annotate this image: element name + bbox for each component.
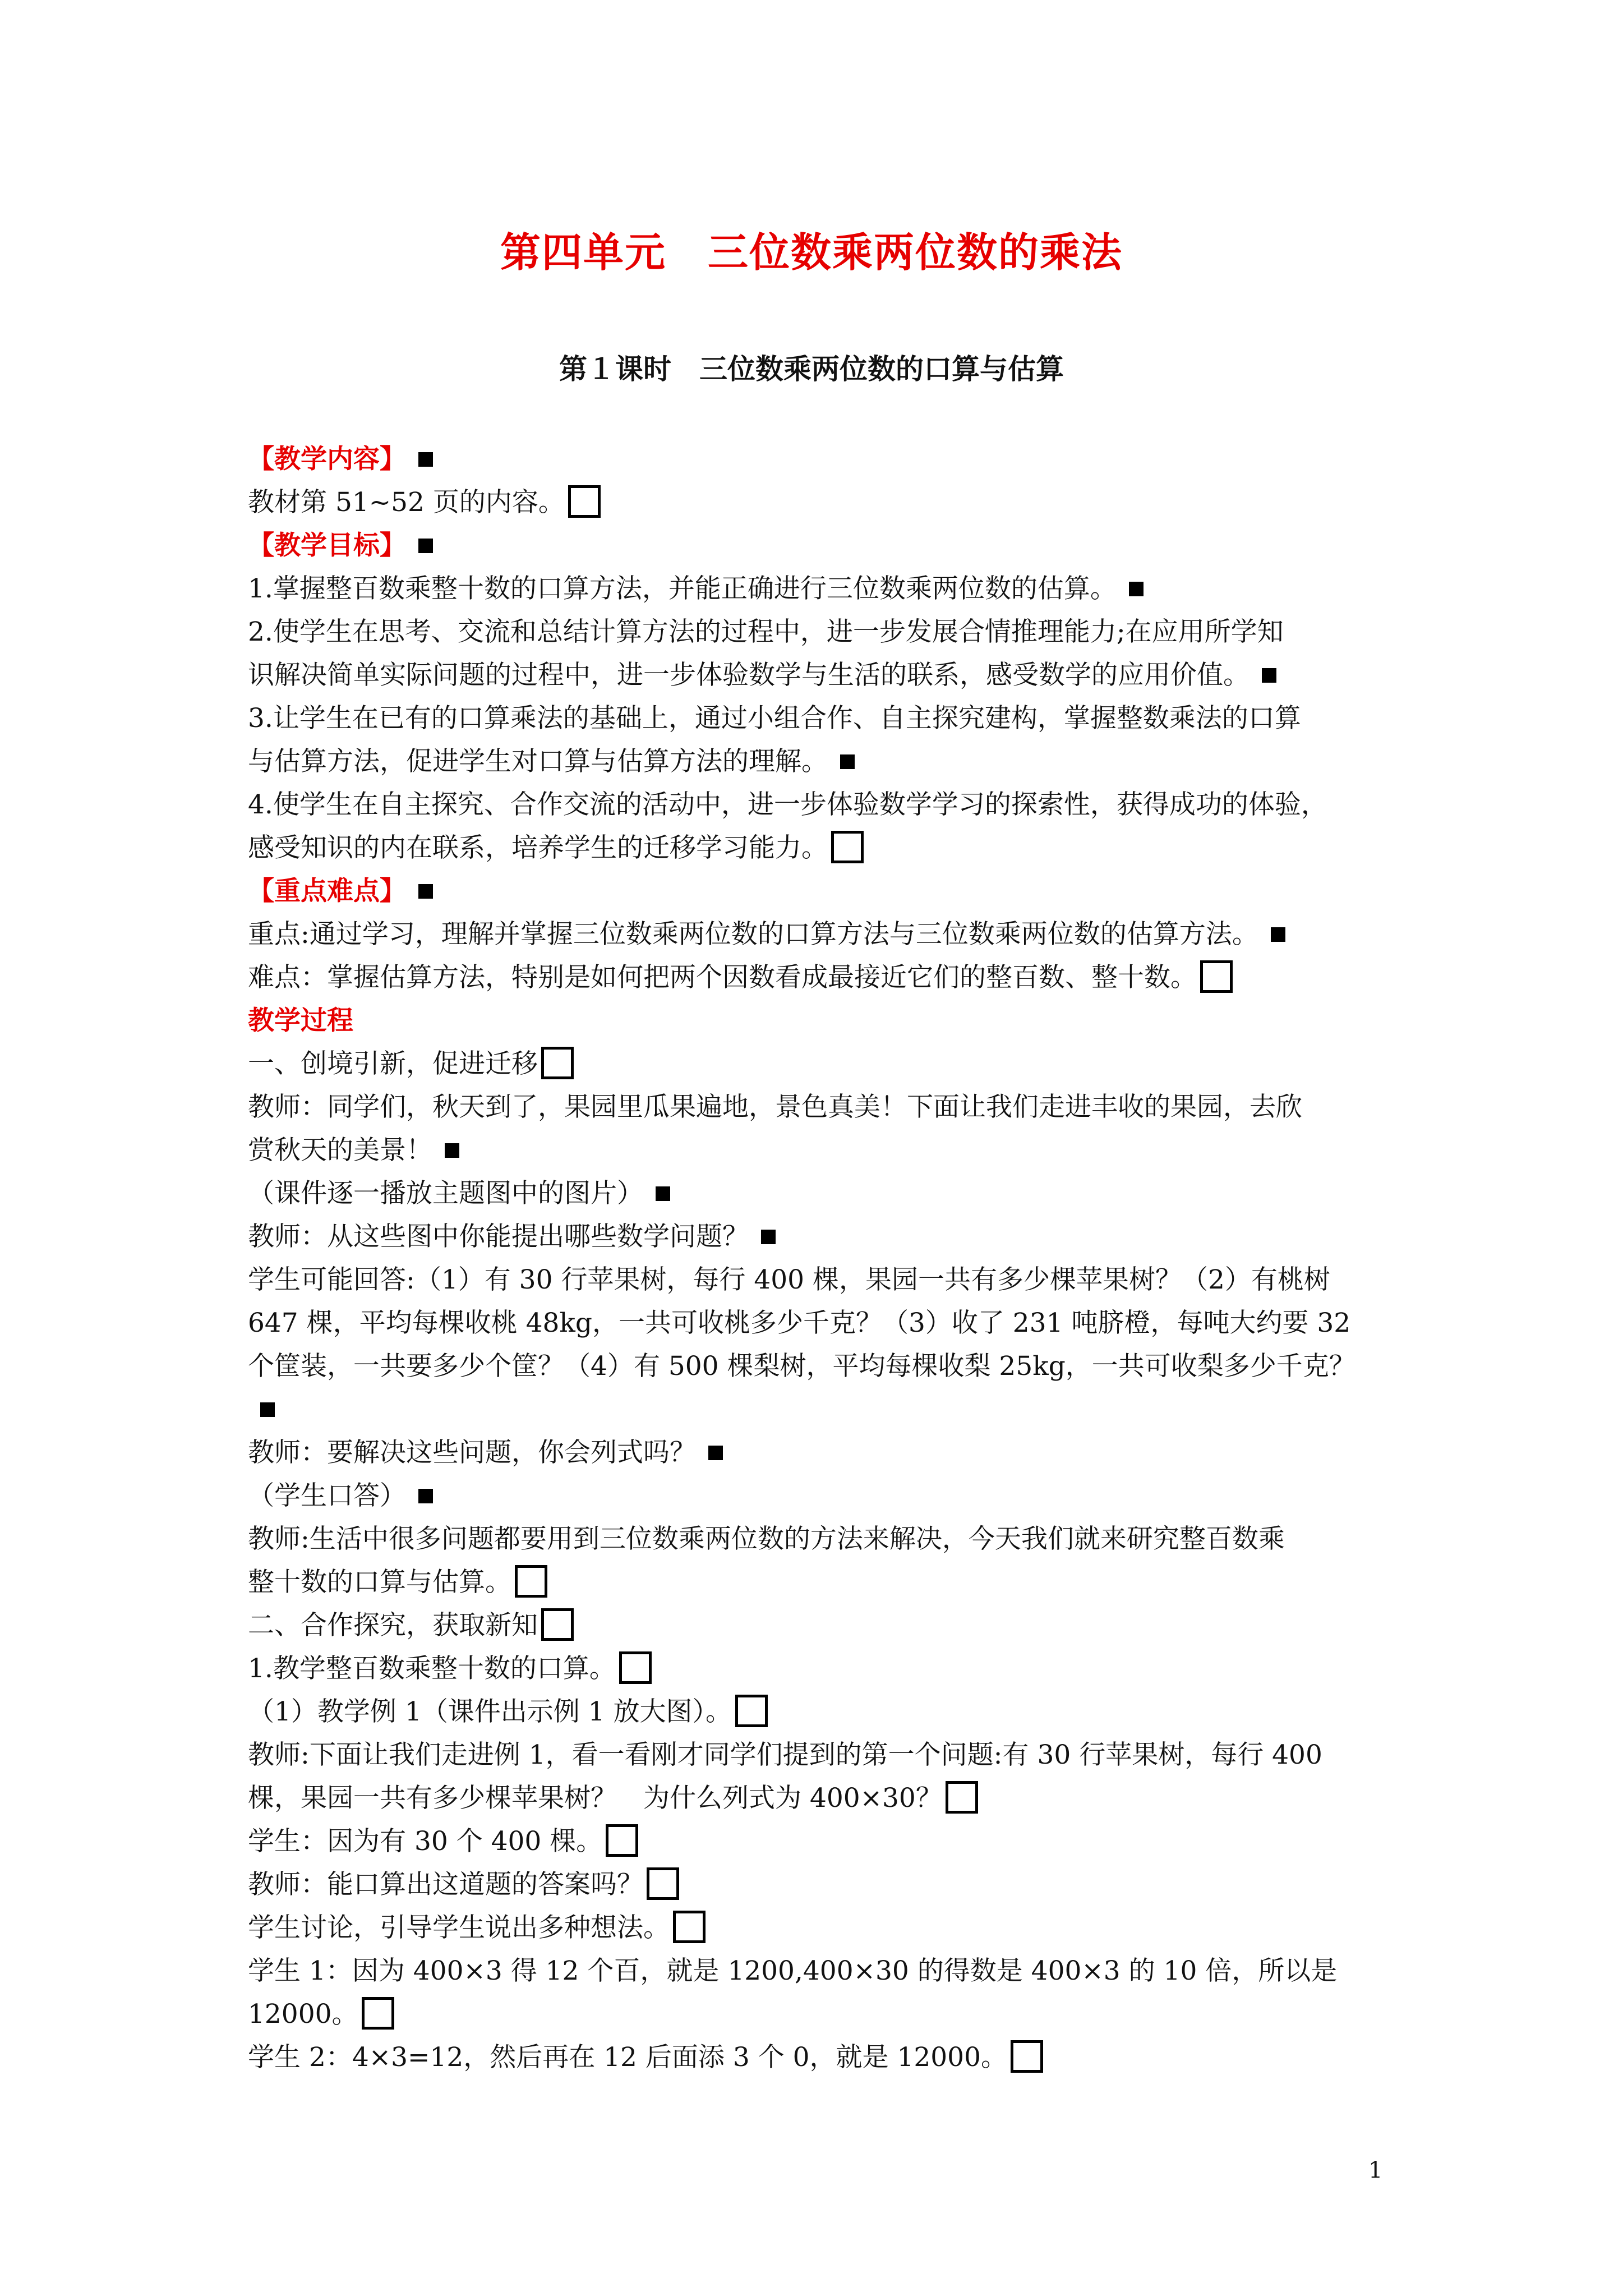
filled-square-icon — [418, 539, 433, 553]
section-heading — [248, 999, 1392, 1042]
line-text: 重点:通过学习，理解并掌握三位数乘两位数的口算方法与三位数乘两位数的估算方法。 — [248, 919, 1258, 950]
line-text: 教师：要解决这些问题，你会列式吗？ — [248, 1437, 696, 1468]
text-line — [248, 1777, 1392, 1820]
empty-box-icon — [647, 1867, 679, 1900]
text-line — [248, 913, 1392, 956]
line-text: 学生 1：因为 400×3 得 12 个百，就是 1200,400×30 的得数是 400×3 的 10 倍，所以是 — [248, 1955, 1338, 1986]
line-text: 与估算方法，促进学生对口算与估算方法的理解。 — [248, 746, 828, 777]
text-line — [248, 1474, 1392, 1517]
line-text: 教师：能口算出这道题的答案吗？ — [248, 1869, 643, 1900]
line-text: 4.使学生在自主探究、合作交流的活动中，进一步体验数学学习的探索性，获得成功的体验， — [248, 789, 1327, 820]
text-line — [248, 1604, 1392, 1647]
empty-box-icon — [541, 1047, 574, 1079]
text-line — [248, 740, 1392, 783]
line-text: 教师：从这些图中你能提出哪些数学问题？ — [248, 1221, 749, 1252]
text-line — [248, 1906, 1392, 1949]
empty-box-icon — [673, 1911, 706, 1943]
empty-box-icon — [568, 485, 601, 518]
text-line — [248, 2036, 1392, 2079]
text-line — [248, 1345, 1392, 1388]
filled-square-icon — [418, 884, 433, 899]
text-line — [248, 1647, 1392, 1690]
line-text: 12000。 — [248, 1999, 358, 2030]
section-heading — [248, 438, 1392, 481]
text-line — [248, 1301, 1392, 1345]
filled-square-icon — [761, 1230, 776, 1244]
text-line — [248, 956, 1392, 999]
empty-box-icon — [946, 1781, 978, 1814]
line-text: 【教学目标】 — [248, 530, 406, 561]
filled-square-icon — [445, 1143, 459, 1158]
text-line — [248, 1172, 1392, 1215]
empty-box-icon — [515, 1565, 547, 1598]
filled-square-icon — [840, 754, 855, 769]
line-text: 学生讨论，引导学生说出多种想法。 — [248, 1912, 670, 1943]
text-line — [248, 826, 1392, 869]
text-line — [248, 1820, 1392, 1863]
lesson-body — [248, 438, 1392, 2079]
empty-box-icon — [541, 1608, 574, 1641]
filled-square-icon — [260, 1402, 275, 1417]
empty-box-icon — [606, 1824, 638, 1857]
empty-box-icon — [1011, 2040, 1043, 2073]
line-text: 【教学内容】 — [248, 444, 406, 475]
line-text: 整十数的口算与估算。 — [248, 1567, 511, 1598]
line-text: 教学过程 — [248, 1005, 353, 1036]
text-line — [248, 481, 1392, 524]
line-text: 1.掌握整百数乘整十数的口算方法，并能正确进行三位数乘两位数的估算。 — [248, 573, 1117, 604]
text-line — [248, 1215, 1392, 1258]
filled-square-icon — [1129, 582, 1144, 596]
text-line — [248, 654, 1392, 697]
empty-box-icon — [735, 1695, 768, 1727]
line-text: 难点：掌握估算方法，特别是如何把两个因数看成最接近它们的整百数、整十数。 — [248, 962, 1197, 993]
text-line — [248, 1517, 1392, 1561]
line-text: （课件逐一播放主题图中的图片） — [248, 1178, 643, 1209]
unit-title: 第四单元 三位数乘两位数的乘法 — [500, 228, 1123, 276]
text-line — [248, 1561, 1392, 1604]
text-line — [248, 783, 1392, 826]
empty-box-icon — [619, 1651, 652, 1684]
line-text: 教师:下面让我们走进例 1，看一看刚才同学们提到的第一个问题:有 30 行苹果树，每行 400 — [248, 1740, 1322, 1770]
text-line — [248, 1733, 1392, 1777]
lesson-title: 第１课时 三位数乘两位数的口算与估算 — [559, 352, 1064, 385]
empty-box-icon — [362, 1997, 394, 2030]
line-text: 个筐装，一共要多少个筐？（4）有 500 棵梨树，平均每棵收梨 25kg，一共可收梨多少千克？ — [248, 1351, 1355, 1382]
empty-box-icon — [831, 831, 864, 863]
filled-square-icon — [418, 452, 433, 467]
section-heading — [248, 524, 1392, 567]
filled-square-icon — [1262, 668, 1276, 683]
line-text: 2.使学生在思考、交流和总结计算方法的过程中，进一步发展合情推理能力;在应用所学知 — [248, 616, 1284, 647]
section-heading — [248, 869, 1392, 913]
line-text: 二、合作探究，获取新知 — [248, 1610, 538, 1641]
text-line — [248, 1258, 1392, 1301]
filled-square-icon — [708, 1446, 723, 1460]
line-text: 学生可能回答:（1）有 30 行苹果树，每行 400 棵，果园一共有多少棵苹果树？（2）有桃树 — [248, 1264, 1330, 1295]
line-text: 1.教学整百数乘整十数的口算。 — [248, 1653, 616, 1684]
line-text: 【重点难点】 — [248, 876, 406, 907]
text-line — [248, 610, 1392, 654]
line-text: 教材第 51~52 页的内容。 — [248, 487, 565, 518]
filled-square-icon — [656, 1186, 670, 1201]
text-line — [248, 1863, 1392, 1906]
line-text: 学生 2：4×3=12，然后再在 12 后面添 3 个 0，就是 12000。 — [248, 2042, 1007, 2073]
line-text: 学生：因为有 30 个 400 棵。 — [248, 1826, 603, 1857]
text-line — [248, 1690, 1392, 1733]
line-text: 识解决简单实际问题的过程中，进一步体验数学与生活的联系，感受数学的应用价值。 — [248, 660, 1249, 691]
line-text: 647 棵，平均每棵收桃 48kg，一共可收桃多少千克？（3）收了 231 吨脐橙，每吨大约要 32 — [248, 1308, 1351, 1338]
line-text: （学生口答） — [248, 1480, 406, 1511]
text-line — [248, 697, 1392, 740]
filled-square-icon — [418, 1489, 433, 1503]
text-line — [248, 1993, 1392, 2036]
text-line — [248, 1388, 1392, 1431]
line-text: 3.让学生在已有的口算乘法的基础上，通过小组合作、自主探究建构，掌握整数乘法的口算 — [248, 703, 1301, 734]
text-line — [248, 567, 1392, 610]
filled-square-icon — [1271, 927, 1285, 942]
line-text: 棵，果园一共有多少棵苹果树？ 为什么列式为 400×30？ — [248, 1783, 942, 1814]
text-line — [248, 1129, 1392, 1172]
line-text: 赏秋天的美景！ — [248, 1135, 432, 1166]
empty-box-icon — [1200, 960, 1233, 993]
text-line — [248, 1085, 1392, 1129]
line-text: 一、创境引新，促进迁移 — [248, 1048, 538, 1079]
line-text: 教师：同学们，秋天到了，果园里瓜果遍地，景色真美！下面让我们走进丰收的果园，去欣 — [248, 1092, 1302, 1122]
page-number: 1 — [1368, 2157, 1383, 2183]
line-text: （1）教学例 1（课件出示例 1 放大图）。 — [248, 1696, 732, 1727]
text-line — [248, 1042, 1392, 1085]
text-line — [248, 1949, 1392, 1993]
text-line — [248, 1431, 1392, 1474]
line-text: 教师:生活中很多问题都要用到三位数乘两位数的方法来解决，今天我们就来研究整百数乘 — [248, 1524, 1285, 1554]
line-text: 感受知识的内在联系，培养学生的迁移学习能力。 — [248, 832, 828, 863]
